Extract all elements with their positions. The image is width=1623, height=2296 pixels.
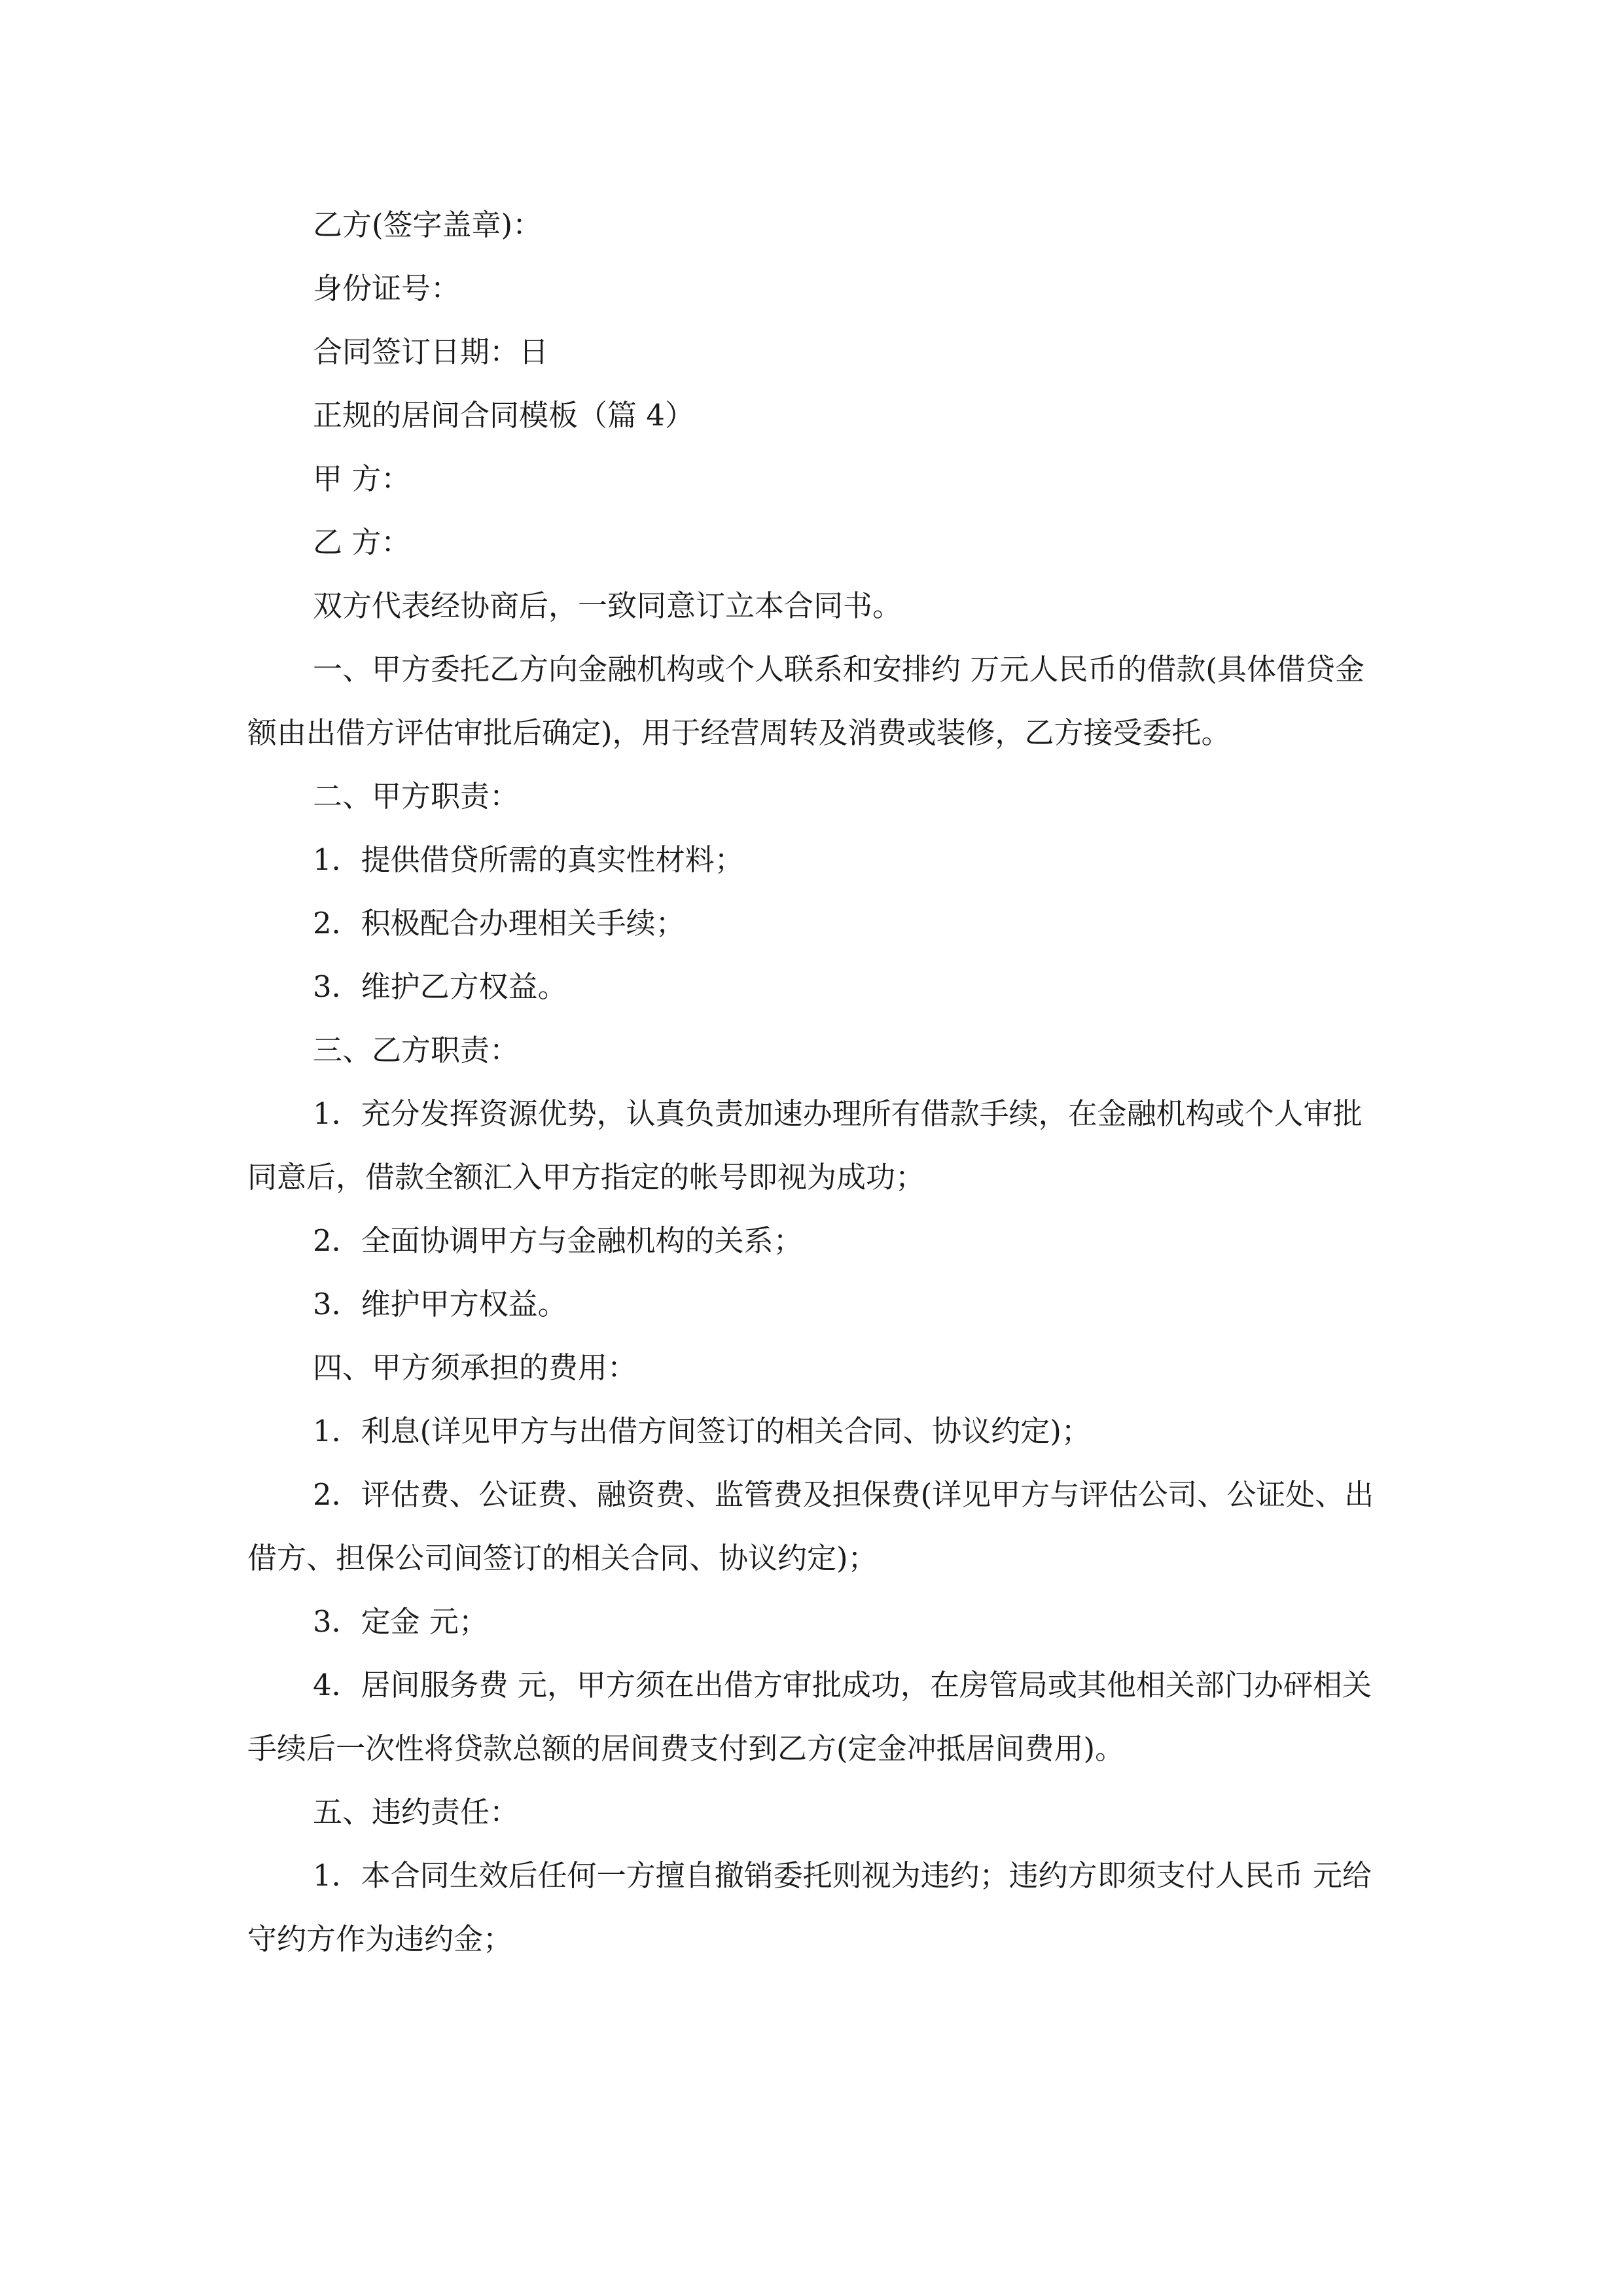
clause-4-item-1: 1．利息(详见甲方与出借方间签订的相关合同、协议约定)；	[313, 1414, 1091, 1448]
clause-1: 一、甲方委托乙方向金融机构或个人联系和安排约 万元人民币的借款(具体借贷金额由出借方评估审批后确定)，用于经营周转及消费或装修，乙方接受委托。	[247, 652, 1364, 750]
party-b-signature-line: 乙方(签字盖章)：	[313, 207, 543, 242]
signing-date-line: 合同签订日期：日	[313, 334, 549, 369]
clause-4-item-4: 4．居间服务费 元，甲方须在出借方审批成功，在房管局或其他相关部门办砰相关手续后一次性将贷款总额的居间费支付到乙方(定金冲抵居间费用)。	[247, 1668, 1372, 1766]
id-number-line: 身份证号：	[313, 271, 461, 306]
clause-3-item-2: 2．全面协调甲方与金融机构的关系；	[313, 1223, 803, 1258]
clause-2-item-2: 2．积极配合办理相关手续；	[313, 906, 685, 941]
party-a-line: 甲 方：	[313, 461, 411, 496]
clause-4-heading: 四、甲方须承担的费用：	[313, 1350, 637, 1385]
clause-5-item-1: 1．本合同生效后任何一方擅自撤销委托则视为违约；违约方即须支付人民币 元给守约方作为违约金；	[247, 1858, 1372, 1956]
party-b-line: 乙 方：	[313, 525, 411, 560]
clause-3-item-3: 3．维护甲方权益。	[313, 1287, 567, 1321]
clause-4-item-2: 2．评估费、公证费、融资费、监管费及担保费(详见甲方与评估公司、公证处、出借方、担保公司间签订的相关合同、协议约定)；	[247, 1477, 1374, 1575]
clause-2-item-1: 1．提供借贷所需的真实性材料；	[313, 842, 744, 877]
clause-2-heading: 二、甲方职责：	[313, 779, 520, 814]
clause-3-heading: 三、乙方职责：	[313, 1033, 520, 1067]
section-title: 正规的居间合同模板（篇 4）	[313, 398, 694, 433]
document-body	[247, 193, 1380, 1971]
clause-4-item-3: 3．定金 元；	[313, 1604, 488, 1639]
clause-5-heading: 五、违约责任：	[313, 1795, 520, 1829]
agreement-intro: 双方代表经协商后，一致同意订立本合同书。	[313, 588, 902, 623]
clause-2-item-3: 3．维护乙方权益。	[313, 969, 567, 1004]
clause-3-item-1: 1．充分发挥资源优势，认真负责加速办理所有借款手续，在金融机构或个人审批同意后，借款全额汇入甲方指定的帐号即视为成功；	[247, 1096, 1363, 1194]
